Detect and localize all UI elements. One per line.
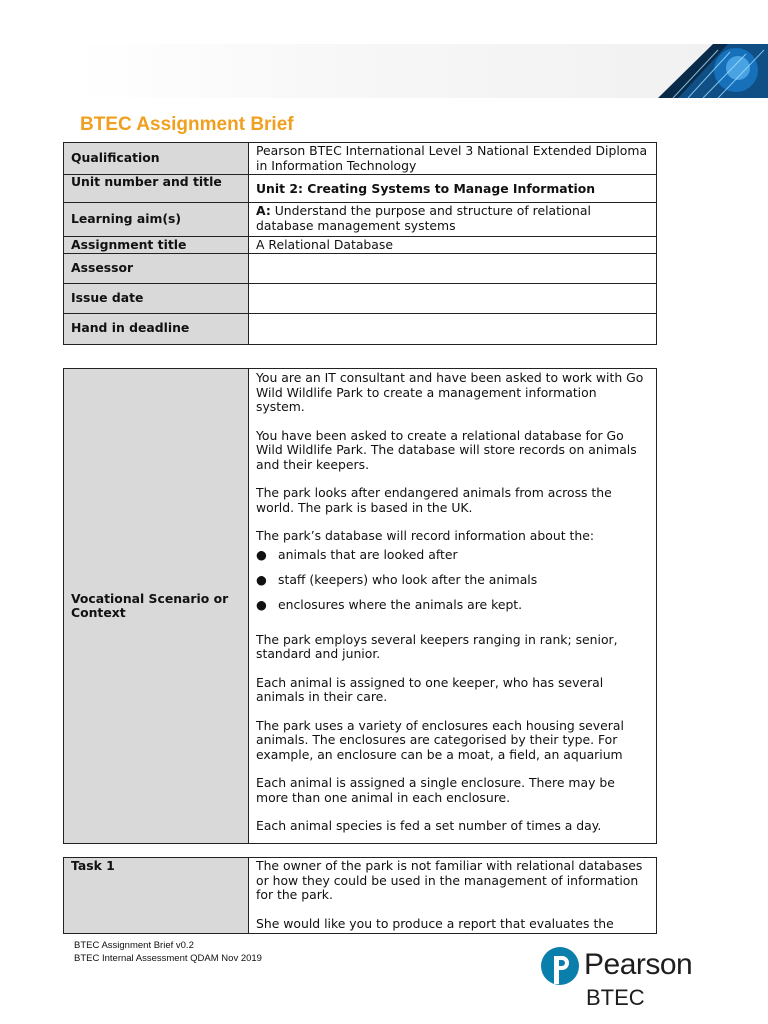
bullet-text: staff (keepers) who look after the animals — [278, 571, 538, 587]
assessor-value — [249, 253, 657, 283]
scenario-bullet-list — [256, 548, 649, 623]
bullet-text: animals that are looked after — [278, 546, 458, 562]
qualification-label: Qualification — [64, 143, 249, 175]
bullet-icon: ● — [256, 596, 267, 612]
bullet-item — [256, 573, 649, 598]
bullet-item — [256, 598, 649, 623]
btec-wordmark: BTEC — [586, 985, 645, 1010]
scenario-content — [249, 369, 657, 844]
assessor-label: Assessor — [64, 253, 249, 283]
page-title: BTEC Assignment Brief — [80, 114, 294, 135]
unit-value: Unit 2: Creating Systems to Manage Information — [249, 175, 657, 203]
scenario-paragraph: Each animal is assigned a single enclosure. There may be more than one animal in each enclosure. — [256, 775, 615, 805]
bullet-icon: ● — [256, 571, 267, 587]
header-graphic — [618, 44, 768, 98]
pearson-wordmark: Pearson — [584, 948, 693, 981]
learning-aims-label: Learning aim(s) — [64, 203, 249, 237]
footer-qdam: BTEC Internal Assessment QDAM Nov 2019 — [74, 953, 262, 964]
qualification-value: Pearson BTEC International Level 3 National Extended Diploma in Information Technology — [249, 143, 657, 175]
bullet-icon: ● — [256, 546, 267, 562]
task-table — [63, 857, 657, 934]
scenario-paragraph: You have been asked to create a relational database for Go Wild Wildlife Park. The database will store records on animals and their keepers. — [256, 427, 637, 472]
task-paragraph: She would like you to produce a report that evaluates the — [256, 915, 614, 931]
unit-label: Unit number and title — [64, 175, 249, 203]
deadline-label: Hand in deadline — [64, 313, 249, 344]
bullet-item — [256, 548, 649, 573]
task-label: Task 1 — [64, 858, 249, 934]
assignment-title-value: A Relational Database — [249, 237, 657, 254]
bullet-text: enclosures where the animals are kept. — [278, 596, 523, 612]
scenario-paragraph: The park employs several keepers ranging in rank; senior, standard and junior. — [256, 631, 618, 661]
footer-version: BTEC Assignment Brief v0.2 — [74, 940, 194, 951]
deadline-value — [249, 313, 657, 344]
learning-aims-value: Understand the purpose and structure of relational database management systems — [256, 203, 591, 233]
assignment-title-label: Assignment title — [64, 237, 249, 254]
issue-date-label: Issue date — [64, 283, 249, 313]
scenario-paragraph: The park uses a variety of enclosures each housing several animals. The enclosures are categorised by their type. For example, an enclosure can be a moat, a field, an aquarium — [256, 717, 624, 762]
assignment-info-table — [63, 142, 657, 345]
scenario-table — [63, 368, 657, 844]
task-paragraph: The owner of the park is not familiar with relational databases or how they could be used in the management of information for the park. — [256, 858, 643, 902]
aim-prefix: A: — [256, 203, 271, 218]
scenario-paragraph: Each animal is assigned to one keeper, who has several animals in their care. — [256, 674, 604, 704]
pearson-logo-icon — [540, 946, 580, 994]
scenario-paragraph: You are an IT consultant and have been asked to work with Go Wild Wildlife Park to create a management information system. — [256, 370, 644, 414]
scenario-paragraph: The park’s database will record information about the: — [256, 528, 594, 543]
learning-aims-cell — [249, 203, 657, 237]
footer — [74, 939, 262, 965]
issue-date-value — [249, 283, 657, 313]
scenario-paragraph: Each animal species is fed a set number of times a day. — [256, 818, 602, 833]
scenario-label: Vocational Scenario or Context — [64, 369, 249, 844]
scenario-paragraph: The park looks after endangered animals from across the world. The park is based in the UK. — [256, 485, 612, 515]
task-content — [249, 858, 657, 934]
